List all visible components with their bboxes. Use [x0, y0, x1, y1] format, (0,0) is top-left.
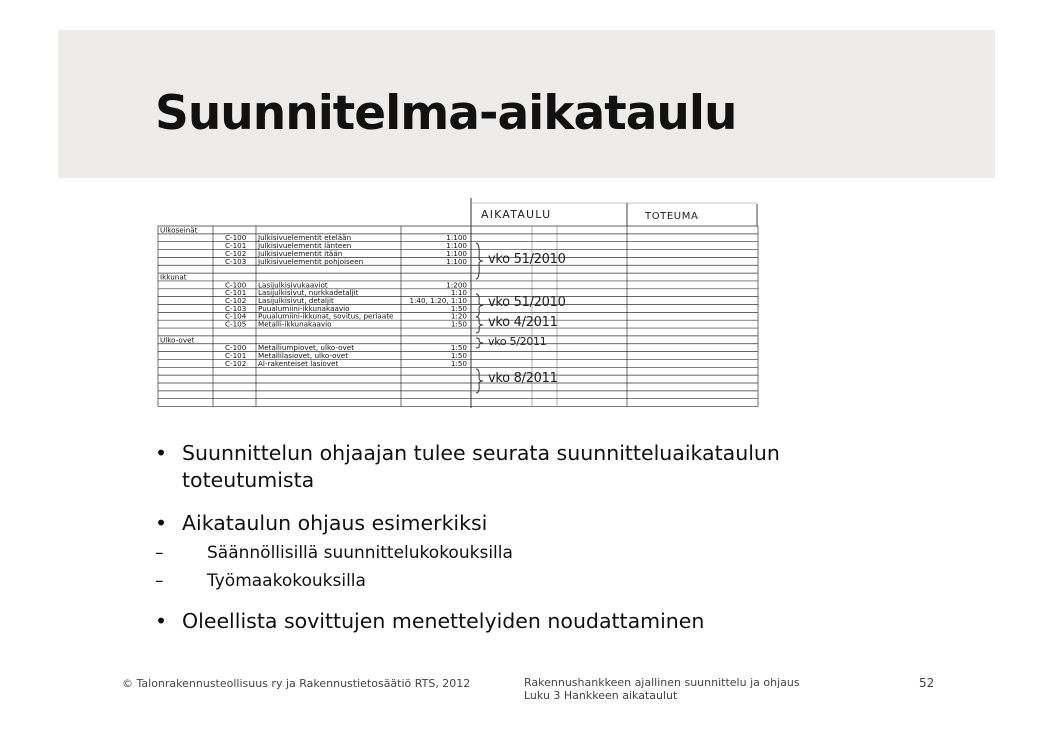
table-cell-scale: 1:40, 1:20, 1:10 [409, 296, 467, 305]
handwritten-note: vko 51/2010 [488, 252, 566, 267]
hand-drawn-brace [476, 294, 483, 317]
table-cell-desc: Metalli-ikkunakaavio [258, 319, 332, 329]
table-cell-code: C-100 [225, 280, 247, 290]
slide-title: Suunnitelma-aikataulu [155, 86, 737, 141]
table-cell-scale: 1:50 [450, 350, 467, 360]
handwritten-note: vko 4/2011 [488, 315, 558, 330]
table-cell-desc: Al-rakenteiset lasiovet [258, 358, 339, 368]
table-cell-code: C-100 [225, 343, 247, 353]
dash-glyph: – [155, 543, 164, 563]
handwritten-header: AIKATAULU [481, 208, 552, 221]
table-cell-code: C-104 [225, 311, 247, 321]
table-cell-scale: 1:20 [450, 311, 467, 321]
table-cell-code: C-105 [225, 319, 247, 329]
table-cell-scale: 1:50 [450, 343, 467, 353]
table-cell-code: C-101 [225, 288, 247, 298]
table-group-label: Ulko-ovet [160, 335, 195, 345]
table-cell-desc: Lasijulkisivut, detaljit [258, 296, 334, 305]
table-cell-desc: Metalliumpiovet, ulko-ovet [258, 343, 355, 353]
table-cell-desc: Julkisivuelementit itään [258, 248, 343, 258]
sub-bullet-text: Työmaakokouksilla [207, 571, 366, 591]
bullet-text: Aikataulun ohjaus esimerkiksi [182, 511, 488, 535]
table-cell-desc: Puualumiini-ikkunakaavio [258, 303, 350, 313]
handwritten-note: vko 8/2011 [488, 371, 558, 386]
bullet-glyph: • [155, 511, 168, 535]
table-cell-scale: 1:50 [450, 319, 467, 329]
table-cell-code: C-102 [225, 358, 247, 368]
table-cell-desc: Metallilasiovet, ulko-ovet [258, 350, 349, 360]
footer-course-line2: Luku 3 Hankkeen aikataulut [524, 689, 678, 702]
hand-drawn-brace [476, 317, 483, 333]
table-cell-code: C-102 [225, 296, 247, 305]
table-group-label: Ulkoseinät [160, 225, 198, 235]
bullet-glyph: • [155, 609, 168, 633]
table-cell-desc: Julkisivuelementit etelään [258, 233, 352, 243]
table-cell-scale: 1:100 [446, 241, 467, 251]
table-cell-code: C-102 [225, 248, 247, 258]
table-cell-scale: 1:100 [446, 256, 467, 266]
sub-bullet-text: Säännöllisillä suunnittelukokouksilla [207, 543, 513, 563]
table-cell-code: C-103 [225, 303, 247, 313]
footer-course-line1: Rakennushankkeen ajallinen suunnittelu ja ohjaus [524, 676, 800, 689]
table-cell-desc: Puualumiini-ikkunat, sovitus, periaate [258, 311, 394, 321]
bullet-text: Suunnittelun ohjaajan tulee seurata suunnitteluaikataulun toteutumista [182, 441, 780, 492]
table-cell-desc: Julkisivuelementit länteen [258, 241, 352, 251]
hand-drawn-brace [476, 243, 483, 279]
table-cell-code: C-103 [225, 256, 247, 266]
table-cell-scale: 1:10 [450, 288, 467, 298]
dash-glyph: – [155, 571, 164, 591]
table-cell-code: C-100 [225, 233, 247, 243]
table-cell-scale: 1:100 [446, 248, 467, 258]
table-cell-desc: Julkisivuelementit pohjoiseen [258, 256, 364, 266]
table-cell-desc: Lasijulkisivukaaviot [258, 280, 328, 290]
table-cell-desc: Lasijulkisivut, nurkkadetaljit [258, 288, 359, 298]
table-cell-scale: 1:200 [446, 280, 467, 290]
hand-drawn-brace [476, 369, 483, 393]
table-cell-scale: 1:50 [450, 303, 467, 313]
handwritten-note: vko 5/2011 [488, 335, 547, 348]
bullet-text: Oleellista sovittujen menettelyiden noudattaminen [182, 609, 705, 633]
hand-drawn-brace [476, 338, 483, 348]
handwritten-header: TOTEUMA [645, 211, 699, 222]
handwritten-note: vko 51/2010 [488, 295, 566, 310]
table-cell-code: C-101 [225, 350, 247, 360]
table-cell-scale: 1:50 [450, 358, 467, 368]
page-number: 52 [919, 676, 935, 690]
table-cell-code: C-101 [225, 241, 247, 251]
table-group-label: Ikkunat [160, 272, 187, 282]
bullet-glyph: • [155, 441, 168, 465]
footer-copyright: © Talonrakennusteollisuus ry ja Rakennustietosäätiö RTS, 2012 [122, 677, 471, 690]
table-cell-scale: 1:100 [446, 233, 467, 243]
